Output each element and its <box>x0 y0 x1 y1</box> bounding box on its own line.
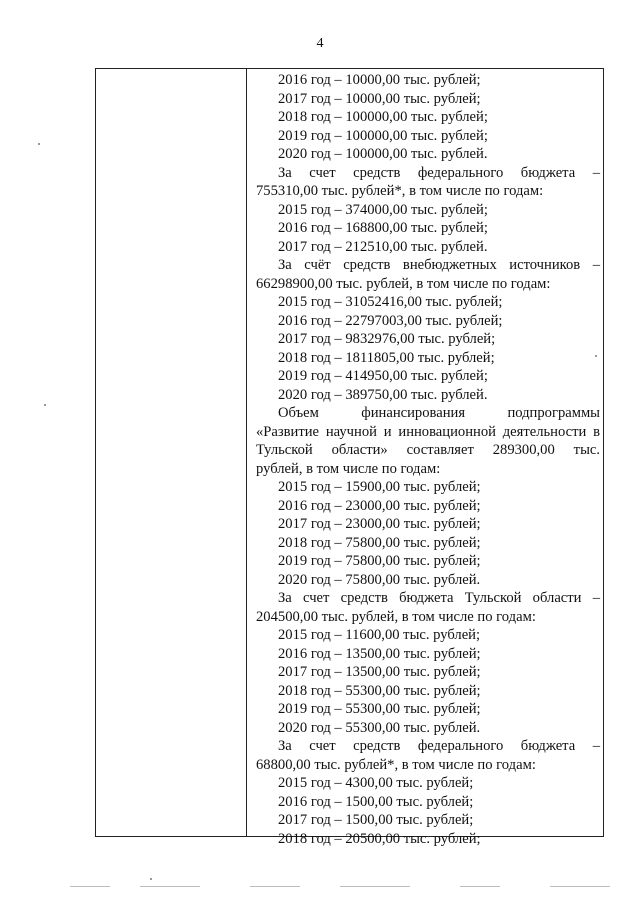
text-line: 68800,00 тыс. рублей*, в том числе по годам: <box>256 756 536 773</box>
text-line: «Развитие научной и инновационной деятельности в <box>256 423 600 440</box>
text-line: 2017 год – 1500,00 тыс. рублей; <box>278 812 474 828</box>
text-line: 2020 год – 389750,00 тыс. рублей. <box>278 386 488 403</box>
text-line: За счёт средств внебюджетных источников – <box>278 257 600 273</box>
text-line: 755310,00 тыс. рублей*, в том числе по годам: <box>256 183 544 199</box>
text-line: 2015 год – 4300,00 тыс. рублей; <box>278 775 474 791</box>
text-line: 2017 год – 10000,00 тыс. рублей; <box>278 90 481 107</box>
text-line: 2016 год – 22797003,00 тыс. рублей; <box>278 312 503 329</box>
text-line: 2020 год – 75800,00 тыс. рублей. <box>278 571 481 588</box>
text-line: 2018 год – 1811805,00 тыс. рублей; <box>278 349 495 366</box>
text-line: 2017 год – 9832976,00 тыс. рублей; <box>278 331 496 347</box>
text-line: 2017 год – 212510,00 тыс. рублей. <box>278 238 488 255</box>
text-line: 2016 год – 1500,00 тыс. рублей; <box>278 793 474 810</box>
text-line: 2020 год – 100000,00 тыс. рублей. <box>278 146 488 162</box>
text-line: 2018 год – 100000,00 тыс. рублей; <box>278 109 488 125</box>
text-line: 2015 год – 15900,00 тыс. рублей; <box>278 479 481 495</box>
scan-speck <box>595 355 597 357</box>
scan-bottom-edge <box>10 884 630 890</box>
page-number: 4 <box>316 36 324 51</box>
text-line: 2016 год – 23000,00 тыс. рублей; <box>278 497 481 514</box>
scan-speck <box>44 404 46 406</box>
text-line: 66298900,00 тыс. рублей, в том числе по годам: <box>256 275 551 292</box>
text-line: 2015 год – 374000,00 тыс. рублей; <box>278 201 488 218</box>
text-line: 204500,00 тыс. рублей, в том числе по годам: <box>256 608 536 625</box>
text-line: 2016 год – 10000,00 тыс. рублей; <box>278 72 481 88</box>
column-divider <box>246 69 247 836</box>
text-line: 2016 год – 168800,00 тыс. рублей; <box>278 220 488 236</box>
text-line: 2015 год – 11600,00 тыс. рублей; <box>278 627 481 643</box>
text-line: 2019 год – 100000,00 тыс. рублей; <box>278 127 488 144</box>
text-line: 2016 год – 13500,00 тыс. рублей; <box>278 645 481 662</box>
scan-speck <box>38 143 40 145</box>
text-line: рублей, в том числе по годам: <box>256 460 441 477</box>
text-line: 2019 год – 75800,00 тыс. рублей; <box>278 553 481 569</box>
text-line: 2017 год – 13500,00 тыс. рублей; <box>278 664 481 680</box>
text-line: 2020 год – 55300,00 тыс. рублей. <box>278 719 481 736</box>
text-line: Объем финансирования подпрограммы <box>278 405 600 421</box>
scan-speck <box>150 878 152 880</box>
text-line: 2017 год – 23000,00 тыс. рублей; <box>278 516 481 532</box>
text-line: За счет средств федерального бюджета – <box>278 164 600 181</box>
financing-text-cell <box>256 71 600 848</box>
text-line: 2015 год – 31052416,00 тыс. рублей; <box>278 294 503 310</box>
text-line: 2019 год – 414950,00 тыс. рублей; <box>278 368 488 384</box>
text-line: За счет средств федерального бюджета – <box>278 738 600 754</box>
text-line: 2018 год – 55300,00 тыс. рублей; <box>278 682 481 699</box>
text-line: За счет средств бюджета Тульской области – <box>278 590 600 606</box>
text-line: 2018 год – 20500,00 тыс. рублей; <box>278 830 481 847</box>
text-line: Тульской области» составляет 289300,00 тыс. <box>256 442 600 458</box>
text-line: 2018 год – 75800,00 тыс. рублей; <box>278 534 481 551</box>
text-line: 2019 год – 55300,00 тыс. рублей; <box>278 701 481 717</box>
